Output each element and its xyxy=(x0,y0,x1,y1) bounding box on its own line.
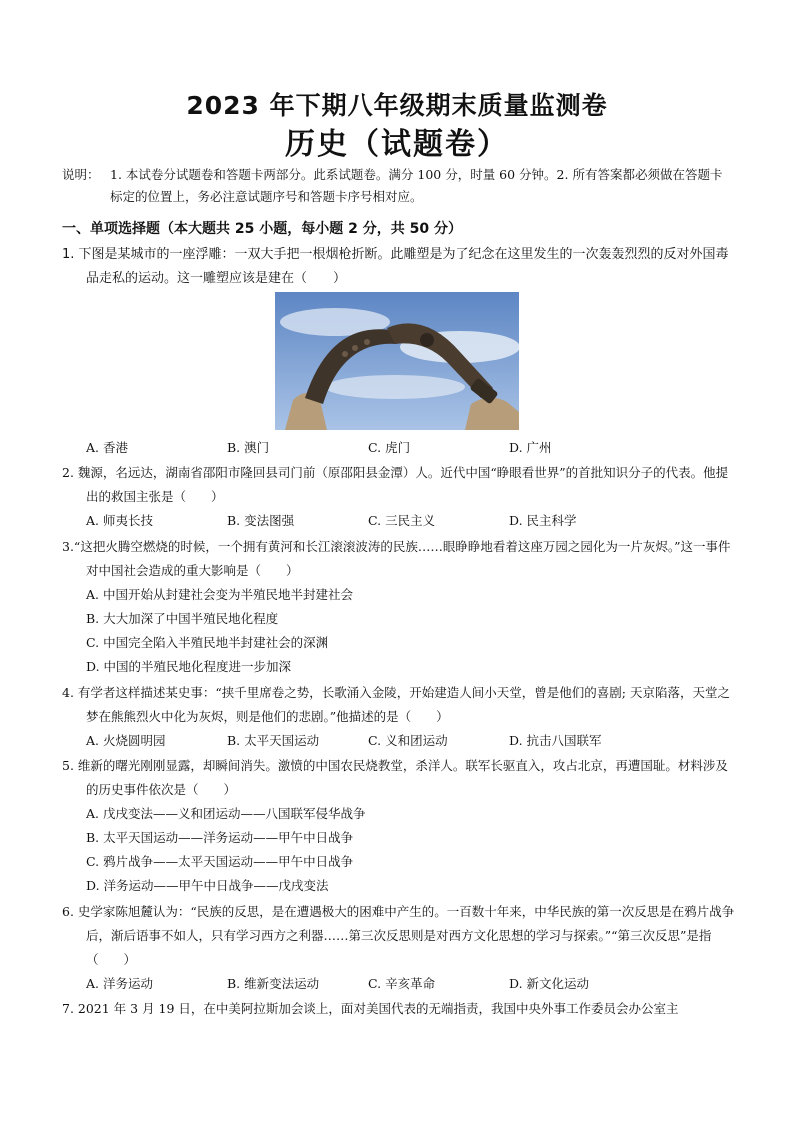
question-6 xyxy=(62,900,736,996)
question-1 xyxy=(62,243,736,291)
option-3-a[interactable]: A. 中国开始从封建社会变为半殖民地半封建社会 xyxy=(86,587,353,602)
option-4-a[interactable]: A. 火烧圆明园 xyxy=(86,733,166,748)
instructions-text: 1. 本试卷分试题卷和答题卡两部分。此系试题卷。满分 100 分，时量 60 分钟。2. 所有答案都必须做在答题卡标定的位置上，务必注意试题序号和答题卡序号相对应。 xyxy=(110,167,723,204)
question-2 xyxy=(62,461,736,533)
option-3-d[interactable]: D. 中国的半殖民地化程度进一步加深 xyxy=(86,659,292,674)
option-1-a[interactable]: A. 香港 xyxy=(86,440,128,455)
sculpture-illustration xyxy=(275,292,519,430)
option-4-b[interactable]: B. 太平天国运动 xyxy=(227,733,320,748)
option-6-b[interactable]: B. 维新变法运动 xyxy=(227,976,320,991)
question-2-stem: 2. 魏源，名远达，湖南省邵阳市隆回县司门前（原邵阳县金潭）人。近代中国“睁眼看世界”的首批知识分子的代表。他提出的救国主张是（ ） xyxy=(62,465,729,504)
question-7-stem: 7. 2021 年 3 月 19 日，在中美阿拉斯加会谈上，面对美国代表的无端指责，我国中央外事工作委员会办公室主 xyxy=(62,1001,679,1016)
exam-subtitle: 历史（试题卷） xyxy=(285,127,509,162)
sculpture-photo-icon xyxy=(275,292,519,430)
question-3 xyxy=(62,535,736,679)
option-2-a[interactable]: A. 师夷长技 xyxy=(86,513,153,528)
option-5-b[interactable]: B. 太平天国运动——洋务运动——甲午中日战争 xyxy=(86,830,354,845)
question-4 xyxy=(62,681,736,753)
option-3-c[interactable]: C. 中国完全陷入半殖民地半封建社会的深渊 xyxy=(86,635,329,650)
option-2-b[interactable]: B. 变法图强 xyxy=(227,513,295,528)
option-6-d[interactable]: D. 新文化运动 xyxy=(509,976,590,991)
question-5 xyxy=(62,754,736,898)
question-6-stem: 6. 史学家陈旭麓认为：“民族的反思，是在遭遇极大的困难中产生的。一百数十年来，中华民族的第一次反思是在鸦片战争后，渐后语事不如人，只有学习西方之利器……第三次反思则是对西方文化思想的学习与探索。”“第三次反思”是指（ ） xyxy=(62,904,735,967)
question-1-stem: 1. 下图是某城市的一座浮雕：一双大手把一根烟枪折断。此雕塑是为了纪念在这里发生的一次轰轰烈烈的反对外国毒品走私的运动。这一雕塑应该是建在（ ） xyxy=(62,247,729,286)
question-3-stem: 3.“这把火腾空燃烧的时候，一个拥有黄河和长江滚滚波涛的民族……眼睁睁地看着这座万园之园化为一片灰烬。”这一事件对中国社会造成的重大影响是（ ） xyxy=(62,539,731,578)
section-title: 一、单项选择题（本大题共 25 小题，每小题 2 分，共 50 分） xyxy=(62,221,462,237)
option-1-c[interactable]: C. 虎门 xyxy=(368,440,411,455)
option-2-d[interactable]: D. 民主科学 xyxy=(509,513,577,528)
instructions-lead: 说明： xyxy=(62,167,100,182)
option-3-b[interactable]: B. 大大加深了中国半殖民地化程度 xyxy=(86,611,279,626)
question-4-stem: 4. 有学者这样描述某史事：“挟千里席卷之势，长歌涌入金陵，开始建造人间小天堂，曾是他们的喜剧; 天京陷落，天堂之梦在熊熊烈火中化为灰烬，则是他们的悲剧。”他描述的是（ ） xyxy=(62,685,730,724)
question-1-options xyxy=(62,436,736,460)
option-1-d[interactable]: D. 广州 xyxy=(509,440,552,455)
option-6-a[interactable]: A. 洋务运动 xyxy=(86,976,153,991)
option-4-d[interactable]: D. 抗击八国联军 xyxy=(509,733,602,748)
option-4-c[interactable]: C. 义和团运动 xyxy=(368,733,448,748)
exam-title: 2023 年下期八年级期末质量监测卷 xyxy=(186,91,608,120)
question-5-stem: 5. 维新的曙光刚刚显露，却瞬间消失。激愤的中国农民烧教堂，杀洋人。联军长驱直入，攻占北京，再遭国耻。材料涉及的历史事件依次是（ ） xyxy=(62,758,728,797)
option-1-b[interactable]: B. 澳门 xyxy=(227,440,270,455)
option-6-c[interactable]: C. 辛亥革命 xyxy=(368,976,436,991)
instructions xyxy=(62,164,734,208)
question-7 xyxy=(62,997,736,1021)
option-5-a[interactable]: A. 戊戌变法——义和团运动——八国联军侵华战争 xyxy=(86,806,366,821)
option-2-c[interactable]: C. 三民主义 xyxy=(368,513,436,528)
option-5-c[interactable]: C. 鸦片战争——太平天国运动——甲午中日战争 xyxy=(86,854,354,869)
option-5-d[interactable]: D. 洋务运动——甲午中日战争——戊戌变法 xyxy=(86,878,329,893)
